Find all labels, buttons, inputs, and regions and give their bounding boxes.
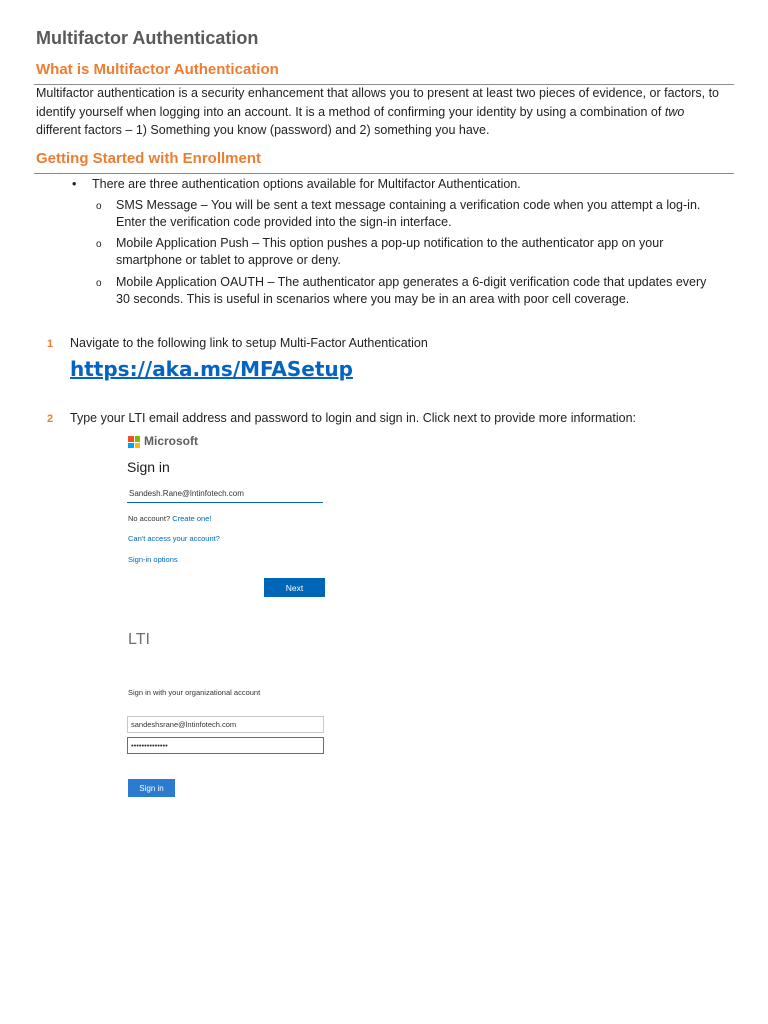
next-button[interactable]: Next xyxy=(264,578,325,597)
paragraph-line xyxy=(36,103,732,122)
paragraph-text: identify yourself when logging into an account. It is a method of confirming your identity by using a combination of xyxy=(36,104,662,119)
step-number: 2 xyxy=(47,413,54,425)
bullet-icon: • xyxy=(72,177,77,191)
lti-brand-logo: LTI xyxy=(128,631,150,648)
option-line: 30 seconds. This is useful in scenarios where you may be in an area with poor cell coverage. xyxy=(116,292,630,306)
auth-option-push xyxy=(96,235,732,269)
lti-signin-caption: Sign in with your organizational account xyxy=(128,688,261,697)
step-text: Navigate to the following link to setup Multi-Factor Authentication xyxy=(70,336,428,350)
section-heading-what-is-mfa: What is Multifactor Authentication xyxy=(36,61,279,78)
create-account-link[interactable]: Create one! xyxy=(172,514,212,523)
option-line: smartphone or tablet to approve or deny. xyxy=(116,253,341,267)
step-number: 1 xyxy=(47,338,54,350)
paragraph-line: Multifactor authentication is a security enhancement that allows you to present at least two pieces of evidence, or factors, to xyxy=(36,86,720,100)
option-line: SMS Message – You will be sent a text message containing a verification code when you attempt a log-in. xyxy=(116,198,701,212)
sub-bullet-icon: o xyxy=(96,201,102,212)
sub-bullet-icon: o xyxy=(96,278,102,289)
mfa-setup-link[interactable]: https://aka.ms/MFASetup xyxy=(70,357,353,381)
signin-title: Sign in xyxy=(127,459,170,475)
bullet-text: There are three authentication options available for Multifactor Authentication. xyxy=(92,177,521,191)
section-divider xyxy=(34,173,734,174)
sub-bullet-icon: o xyxy=(96,239,102,250)
microsoft-brand-text: Microsoft xyxy=(144,434,198,448)
signin-options-link[interactable]: Sign-in options xyxy=(128,555,178,564)
microsoft-logo-icon xyxy=(128,436,140,448)
no-account-label: No account? xyxy=(128,514,171,523)
option-line: Mobile Application OAUTH – The authenticator app generates a 6-digit verification code that updates every xyxy=(116,275,707,289)
lti-password-field[interactable] xyxy=(127,737,324,754)
lti-signin-button[interactable]: Sign in xyxy=(128,779,175,797)
email-field[interactable] xyxy=(127,485,323,503)
auth-option-sms xyxy=(96,197,732,231)
no-account-text xyxy=(128,514,211,523)
cant-access-link[interactable]: Can't access your account? xyxy=(128,534,220,543)
lti-email-field[interactable] xyxy=(127,716,324,733)
auth-option-oauth xyxy=(96,274,732,308)
section-heading-getting-started: Getting Started with Enrollment xyxy=(36,150,262,167)
emphasis-text: two xyxy=(664,104,685,119)
step-text: Type your LTI email address and password to login and sign in. Click next to provide more information: xyxy=(70,411,637,425)
option-line: Enter the verification code provided into the sign-in interface. xyxy=(116,215,452,229)
option-line: Mobile Application Push – This option pushes a pop-up notification to the authenticator app on your xyxy=(116,236,664,250)
paragraph-line: different factors – 1) Something you know (password) and 2) something you have. xyxy=(36,123,490,137)
document-title: Multifactor Authentication xyxy=(36,28,259,48)
mfa-description-paragraph xyxy=(36,84,732,140)
